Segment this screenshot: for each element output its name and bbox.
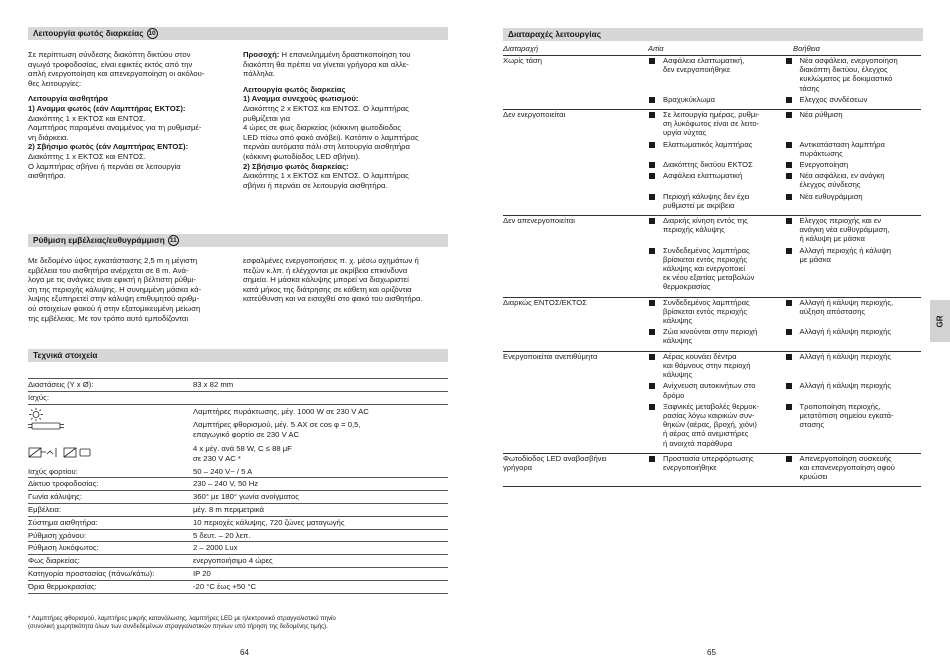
text-line: κατά μήκος της διάτρησης σε κάθετη και οριζόντια bbox=[243, 284, 412, 294]
help-cell bbox=[785, 95, 922, 104]
text-line: κάλυψης και ενεργοποιεί bbox=[663, 264, 746, 274]
section-number-badge: 11 bbox=[168, 235, 179, 246]
subheading: 2) Σβήσιμο φωτός διαρκείας: bbox=[243, 161, 349, 171]
text-line: Αλλαγή περιοχής ή κάλυψη bbox=[799, 245, 892, 255]
text-line: σβήνει ή περνάει σε λειτουργία αισθητήρα. bbox=[243, 180, 388, 190]
text-line: στασης bbox=[799, 420, 825, 430]
cause-help-pair bbox=[648, 192, 921, 210]
text-line: Νέα ρύθμιση bbox=[799, 110, 843, 120]
text-line: και επανενεργοποίηση αφού bbox=[799, 462, 895, 472]
text-line: λογα με τις ανάγκες είναι εφικτή η βέλτιστη ρύθμι- bbox=[28, 275, 196, 285]
right-page bbox=[475, 0, 950, 669]
text-line: της εμβέλειας. Με τον τρόπο αυτό εμποδίζονται bbox=[28, 313, 189, 323]
spec-row bbox=[28, 542, 448, 555]
text-line: ή ανοιχτά παράθυρα bbox=[663, 438, 733, 448]
spec-label: Διαστάσεις (Υ x Ø): bbox=[28, 380, 94, 389]
spec-label: Εμβέλεια: bbox=[28, 504, 61, 514]
text-line: τάσης bbox=[799, 83, 820, 93]
text-line: κρυώσει bbox=[799, 472, 828, 482]
subheading: 2) Σβήσιμο φωτός (εάν Λαμπτήρας ΕΝΤΟΣ): bbox=[28, 142, 189, 152]
cause-cell bbox=[648, 327, 785, 345]
spec-value bbox=[193, 393, 448, 403]
text-line: Αέρας κουνάει δέντρα bbox=[663, 351, 737, 361]
cause-cell bbox=[648, 216, 785, 244]
cause-help-pair bbox=[648, 216, 921, 244]
text-line: διακόπτη δικτύου, έλεγχος bbox=[799, 65, 888, 75]
text-line: Νέα ασφάλεια, ενεργοποίηση bbox=[799, 56, 898, 65]
spec-label: Γωνία κάλυψης: bbox=[28, 492, 83, 502]
cause-cell bbox=[648, 56, 785, 93]
cause-help-pair bbox=[648, 327, 921, 345]
text-line: περιοχής κάλυψης bbox=[663, 225, 725, 235]
text-line: Διαρκής κίνηση εντός της bbox=[663, 216, 748, 226]
spec-row bbox=[28, 379, 448, 392]
table-row bbox=[503, 298, 921, 352]
cause-cell bbox=[648, 298, 785, 326]
spec-value: 5 δευτ. – 20 λεπ. bbox=[193, 530, 251, 540]
subheading: Λειτουργία αισθητήρα bbox=[28, 94, 108, 104]
help-cell bbox=[785, 140, 922, 158]
help-cell bbox=[785, 402, 922, 448]
text-line: Αλλαγή ή κάλυψη περιοχής bbox=[799, 351, 892, 361]
help-cell bbox=[785, 110, 922, 138]
section-title-malfunctions: Διαταραχές λειτουργίας bbox=[503, 28, 923, 41]
text-line: ση λυκόφωτος είναι σε λειτο- bbox=[663, 119, 760, 129]
table-row bbox=[503, 352, 921, 454]
spec-row bbox=[28, 392, 448, 405]
text-line: Με δεδομένο ύψος εγκατάστασης 2,5 m η μέγιστη bbox=[28, 256, 198, 265]
text-line: βρίσκεται εντός περιοχής bbox=[663, 254, 748, 264]
range-adjustment-column-1 bbox=[28, 256, 238, 323]
footnote: * Λαμπτήρες φθορισμού, λαμπτήρες μικρής κατανάλωσης, λαμπτήρες LED με ηλεκτρονικό στραγγαλιστικό πηνίο (συνολική χωρητικότητα όλων των συνδεδεμένων στραγγαλιστικών πηνίων υπό τήρηση της δεδομένης τιμής). bbox=[28, 615, 336, 630]
spec-value: μέγ. 8 m περιμετρικά bbox=[193, 504, 264, 514]
section-title-permanent-light: Λειτουργία φωτός διαρκείας 10 bbox=[28, 27, 448, 40]
text-line: Διακόπτης 1 x ΕΚΤΟΣ και ΕΝΤΟΣ. Ο λαμπτήρας bbox=[243, 171, 409, 181]
cause-help-pair bbox=[648, 110, 921, 138]
language-tab: GR bbox=[930, 300, 950, 342]
text-line: Ελεγχος περιοχής και εν bbox=[799, 216, 882, 226]
table-header bbox=[503, 44, 921, 56]
text-line: γρήγορα bbox=[503, 462, 533, 472]
text-line: ση της περιοχής κάλυψης. Η συνημμένη μάσκα κά- bbox=[28, 284, 202, 294]
spec-value: 4 x μέγ. ανά 58 W, C ≤ 88 μF bbox=[193, 443, 292, 453]
text-line: Διαρκώς ΕΝΤΟΣ/ΕΚΤΟΣ bbox=[503, 297, 587, 307]
spec-label: Ρύθμιση χρόνου: bbox=[28, 530, 87, 540]
cause-help-pair bbox=[648, 298, 921, 326]
text-line: απλή ενεργοποίηση και απενεργοποίηση οι ακόλου- bbox=[28, 69, 205, 79]
text-line: Προστασία υπερφόρτωσης bbox=[663, 453, 754, 463]
text-line: ανάγκη νέα ευθυγράμμιση, bbox=[799, 225, 890, 235]
spec-label: Δίκτυο τροφοδοσίας: bbox=[28, 479, 99, 489]
spec-row bbox=[28, 418, 448, 442]
spec-row bbox=[28, 530, 448, 543]
text-line: ρυθμιστεί με ακρίβεια bbox=[663, 200, 735, 210]
spec-value: Λαμπτήρες φθορισμού, μέγ. 5 AX σε cos φ = 0,5, bbox=[193, 420, 361, 430]
cause-cell bbox=[648, 171, 785, 189]
text-line: Σε περίπτωση σύνδεσης διακόπτη δικτύου στον bbox=[28, 50, 191, 59]
cause-cell bbox=[648, 402, 785, 448]
spec-value: 2 – 2000 Lux bbox=[193, 543, 238, 553]
help-cell bbox=[785, 246, 922, 292]
text-line: Ελαττωματικός λαμπτήρας bbox=[663, 139, 753, 149]
text-line: εσφαλμένες ενεργοποιήσεις π. χ. μέσω οχημάτων ή bbox=[243, 256, 419, 265]
text-line: Ζώα κινούνται στην περιοχή bbox=[663, 327, 758, 337]
text-line: Τροποποίηση περιοχής, bbox=[799, 401, 881, 411]
spec-value: σε 230 V AC * bbox=[193, 453, 241, 463]
spec-label: Σύστημα αισθητήρα: bbox=[28, 517, 98, 527]
text-line: δρόμο bbox=[663, 390, 685, 400]
spec-label: Ρύθμιση λυκόφωτος: bbox=[28, 543, 99, 553]
spec-row bbox=[28, 405, 448, 419]
header-help: Βοήθεια bbox=[793, 44, 820, 53]
text-line: Διακόπτης δικτύου ΕΚΤΟΣ bbox=[663, 160, 753, 170]
cause-help-pair bbox=[648, 352, 921, 380]
text-line: με μάσκα bbox=[799, 254, 831, 264]
help-cell bbox=[785, 352, 922, 380]
text-line: Συνδεδεμένος λαμπτήρας bbox=[663, 297, 750, 307]
help-cell bbox=[785, 160, 922, 169]
text-line: Δεν ενεργοποιείται bbox=[503, 110, 566, 120]
spec-row bbox=[28, 581, 448, 594]
cause-help-pair bbox=[648, 454, 921, 482]
help-cell bbox=[785, 381, 922, 399]
help-cell bbox=[785, 454, 922, 482]
text-line: αύξηση απόστασης bbox=[799, 306, 866, 316]
subheading: 1) Αναμμα φωτός (εάν Λαμπτήρας ΕΚΤΟΣ): bbox=[28, 103, 186, 113]
text-line: ή αέρας από ανεμιστήρες bbox=[663, 429, 749, 439]
spec-value: 360° με 180° γωνία ανοίγματος bbox=[193, 492, 299, 502]
text-line: Νέα ασφάλεια, εν ανάγκη bbox=[799, 171, 885, 181]
cause-help-pair bbox=[648, 171, 921, 189]
spec-value: IP 20 bbox=[193, 568, 211, 578]
subheading: Λειτουργία φωτός διαρκείας bbox=[243, 84, 346, 94]
text-line: Σε λειτουργία ημέρας, ρυθμι- bbox=[663, 110, 760, 120]
text-line: Φωτοδίοδος LED αναβοσβήνει bbox=[503, 453, 607, 463]
ballast-icon bbox=[28, 445, 92, 462]
text-line: θηκών (αέρας, βροχή, χιόνι) bbox=[663, 420, 757, 430]
spec-row bbox=[28, 568, 448, 581]
fault-cell bbox=[503, 352, 643, 361]
text-line: ή κάλυψη με μάσκα bbox=[799, 234, 865, 244]
text-line: Διακόπτης 1 x ΕΚΤΟΣ και ΕΝΤΟΣ. bbox=[28, 113, 146, 123]
text-line: σημεία. Η μάσκα κάλυψης μπορεί να διαχωριστεί bbox=[243, 275, 409, 285]
text-line: νη διάρκεια. bbox=[28, 132, 69, 142]
table-row bbox=[503, 56, 921, 110]
cause-help-pair bbox=[648, 95, 921, 104]
spec-value: -20 °C έως +50 °C bbox=[193, 581, 257, 591]
cause-cell bbox=[648, 192, 785, 210]
text-line: αισθητήρα. bbox=[28, 171, 66, 181]
text-line: πυράκτωσης bbox=[799, 148, 843, 158]
spec-row bbox=[28, 555, 448, 568]
cause-cell bbox=[648, 95, 785, 104]
spec-value: 230 – 240 V, 50 Hz bbox=[193, 479, 259, 489]
help-cell bbox=[785, 192, 922, 210]
text-line: υργία νύχτας bbox=[663, 128, 707, 138]
cause-cell bbox=[648, 381, 785, 399]
text-line: αγωγό τροφοδοσίας, είναι εφικτές εκτός από την bbox=[28, 59, 193, 69]
spec-value: 83 x 82 mm bbox=[193, 380, 234, 389]
cause-cell bbox=[648, 352, 785, 380]
text-line: Απενεργοποίηση συσκευής bbox=[799, 453, 892, 463]
fluorescent-tube-icon bbox=[28, 421, 64, 434]
text-line: βρίσκεται εντός περιοχής bbox=[663, 306, 748, 316]
text-line: κατεύθυνση και να εισαχθεί στο φακό του αισθητήρα. bbox=[243, 294, 423, 304]
spec-value: ενεργοποιήσιμο 4 ώρες bbox=[193, 556, 273, 566]
text-line: Λαμπτήρας παραμένει αναμμένος για τη ρυθμισμέ- bbox=[28, 123, 202, 133]
text-line: κάλυψης bbox=[663, 316, 693, 326]
text-line: Ξαφνικές μεταβολές θερμοκ- bbox=[663, 401, 759, 411]
fault-cell bbox=[503, 56, 643, 65]
text-line: Δεν απενεργοποιείται bbox=[503, 216, 575, 226]
text-line: θερμοκρασίας bbox=[663, 282, 711, 292]
table-row bbox=[503, 216, 921, 298]
text-line: Αλλαγή ή κάλυψη περιοχής bbox=[799, 327, 892, 337]
text-line: (κόκκινη φωτοδίοδος LED σβήνει). bbox=[243, 151, 361, 161]
range-adjustment-column-2 bbox=[243, 256, 458, 304]
help-cell bbox=[785, 216, 922, 244]
cause-help-pair bbox=[648, 140, 921, 158]
help-cell bbox=[785, 298, 922, 326]
table-row bbox=[503, 454, 921, 488]
text-line: Αντικατάσταση λαμπτήρα bbox=[799, 139, 885, 149]
section-title-range-adjustment: Ρύθμιση εμβέλειας/ευθυγράμμιση 11 bbox=[28, 234, 448, 247]
spec-row bbox=[28, 517, 448, 530]
header-cause: Αιτία bbox=[648, 44, 664, 53]
text-line: Βραχυκύκλωμα bbox=[663, 94, 716, 104]
text-line: ενεργοποιήθηκε bbox=[663, 462, 717, 472]
text-line: Διακόπτης 2 x ΕΚΤΟΣ και ΕΝΤΟΣ. Ο λαμπτήρας bbox=[243, 103, 409, 113]
fault-cell bbox=[503, 298, 643, 307]
text-line: εκ νέου εξαιτίας μεταβολών bbox=[663, 273, 755, 283]
text-line: πάλληλα. bbox=[243, 69, 275, 79]
text-line: πεζών κ.λπ. ή ελέγχονται με ακρίβεια επικίνδυνα bbox=[243, 265, 408, 275]
caution-label: Προσοχή: bbox=[243, 50, 280, 59]
spec-label: Ισχύς: bbox=[28, 392, 49, 402]
spec-row bbox=[28, 442, 448, 466]
text-line: Νέα ευθυγράμμιση bbox=[799, 191, 863, 201]
text-line: θες λειτουργίες: bbox=[28, 78, 82, 88]
text-line: κάλυψης bbox=[663, 370, 693, 380]
cause-help-pair bbox=[648, 381, 921, 399]
cause-cell bbox=[648, 140, 785, 158]
text-line: ρασίας λόγω καιρικών συν- bbox=[663, 410, 755, 420]
text-line: ού στοιχείων φακού ή στην εξατομικευμένη μείωση bbox=[28, 303, 201, 313]
text-line: Αλλαγή ή κάλυψη περιοχής bbox=[799, 381, 892, 391]
text-line: λυψης εξυπηρετεί στην κάλυψη επιθυμητού αριθμ- bbox=[28, 294, 200, 304]
text-line: Ελεγχος συνδέσεων bbox=[799, 94, 868, 104]
fault-cell bbox=[503, 454, 643, 472]
text-line: Ενεργοποιείται ανεπιθύμητα bbox=[503, 351, 598, 361]
text-line: Ανίχνευση αυτοκινήτων στο bbox=[663, 381, 756, 391]
help-cell bbox=[785, 171, 922, 189]
cause-cell bbox=[648, 454, 785, 482]
text-line: ρυθμίζεται για bbox=[243, 113, 291, 123]
text-line: Χωρίς τάση bbox=[503, 56, 542, 65]
cause-help-pair bbox=[648, 402, 921, 448]
spec-row bbox=[28, 478, 448, 491]
text-line: Αλλαγή ή κάλυψη περιοχής, bbox=[799, 297, 894, 307]
text-line: έλεγχος σύνδεσης bbox=[799, 180, 861, 190]
spec-value: επαγωγικό φορτίο σε 230 V AC bbox=[193, 430, 300, 440]
permanent-light-column-2 bbox=[243, 50, 453, 196]
page-number: 64 bbox=[240, 648, 249, 657]
text-line: Περιοχή κάλυψης δεν έχει bbox=[663, 191, 750, 201]
troubleshooting-table bbox=[503, 44, 921, 487]
fault-cell bbox=[503, 216, 643, 225]
text-line: κυκλώματος με δοκιμαστικό bbox=[799, 74, 893, 84]
help-cell bbox=[785, 56, 922, 93]
cause-cell bbox=[648, 246, 785, 292]
spec-row bbox=[28, 504, 448, 517]
cause-cell bbox=[648, 110, 785, 138]
text-line: και θάμνους στην περιοχή bbox=[663, 360, 751, 370]
technical-data-table bbox=[28, 378, 448, 594]
text-line: κάλυψης bbox=[663, 336, 693, 346]
text-line: Ασφάλεια ελαττωματική, bbox=[663, 56, 745, 65]
text-line: LED πίσω από φακό ανάβει). Κατόπιν ο λαμπτήρας bbox=[243, 132, 419, 142]
text-line: περνάει αυτόματα πάλι στη λειτουργία αισθητήρα bbox=[243, 142, 410, 152]
spec-row bbox=[28, 491, 448, 504]
text-line: Ο λαμπτήρας σβήνει ή περνάει σε λειτουργία bbox=[28, 161, 181, 171]
section-title-technical-data: Τεχνικά στοιχεία bbox=[28, 349, 448, 362]
text-line: δεν ενεργοποιήθηκε bbox=[663, 65, 731, 75]
text-line: Η επανειλημμένη δραστικοποίηση του bbox=[279, 50, 411, 59]
text-line: διακόπτη θα πρέπει να γίνεται γρήγορα και αλλε- bbox=[243, 59, 409, 69]
spec-label: Όρια θερμοκρασίας: bbox=[28, 581, 97, 591]
text-line: Ασφάλεια ελαττωματική bbox=[663, 171, 743, 181]
cause-help-pair bbox=[648, 246, 921, 292]
text-line: Διακόπτης 1 x ΕΚΤΟΣ και ΕΝΤΟΣ. bbox=[28, 151, 146, 161]
fault-cell bbox=[503, 110, 643, 119]
cause-help-pair bbox=[648, 56, 921, 93]
text-line: εμβέλεια του αισθητήρα ανέρχεται σε 8 m. Ανά- bbox=[28, 265, 189, 275]
cause-help-pair bbox=[648, 160, 921, 169]
subheading: 1) Αναμμα συνεχούς φωτισμού: bbox=[243, 94, 359, 104]
spec-value: 50 – 240 V~ / 5 A bbox=[193, 466, 253, 476]
permanent-light-column-1 bbox=[28, 50, 233, 187]
text-line: 4 ώρες σε φως διαρκείας (κόκκινη φωτοδίοδος bbox=[243, 123, 402, 133]
spec-label: Φως διαρκείας: bbox=[28, 556, 81, 566]
header-fault: Διαταραχή bbox=[503, 44, 539, 53]
page-number: 65 bbox=[707, 648, 716, 657]
spec-label: Κατηγορία προστασίας (πάνω/κάτω): bbox=[28, 568, 155, 578]
text-line: Συνδεδεμένος λαμπτήρας bbox=[663, 245, 750, 255]
text-line: μετατόπιση σημείου εγκατά- bbox=[799, 410, 894, 420]
spec-value: 10 περιοχές κάλυψης, 720 ζώνες ματαγωγής bbox=[193, 517, 345, 527]
table-row bbox=[503, 110, 921, 216]
section-number-badge: 10 bbox=[148, 30, 156, 38]
spec-row bbox=[28, 466, 448, 479]
spec-value: Λαμπτήρες πυράκτωσης, μέγ. 1000 W σε 230 V AC bbox=[193, 406, 369, 416]
text-line: Ενεργοποίηση bbox=[799, 160, 849, 170]
spec-label: Ισχύς φορτίου: bbox=[28, 466, 78, 476]
cause-cell bbox=[648, 160, 785, 169]
help-cell bbox=[785, 327, 922, 345]
